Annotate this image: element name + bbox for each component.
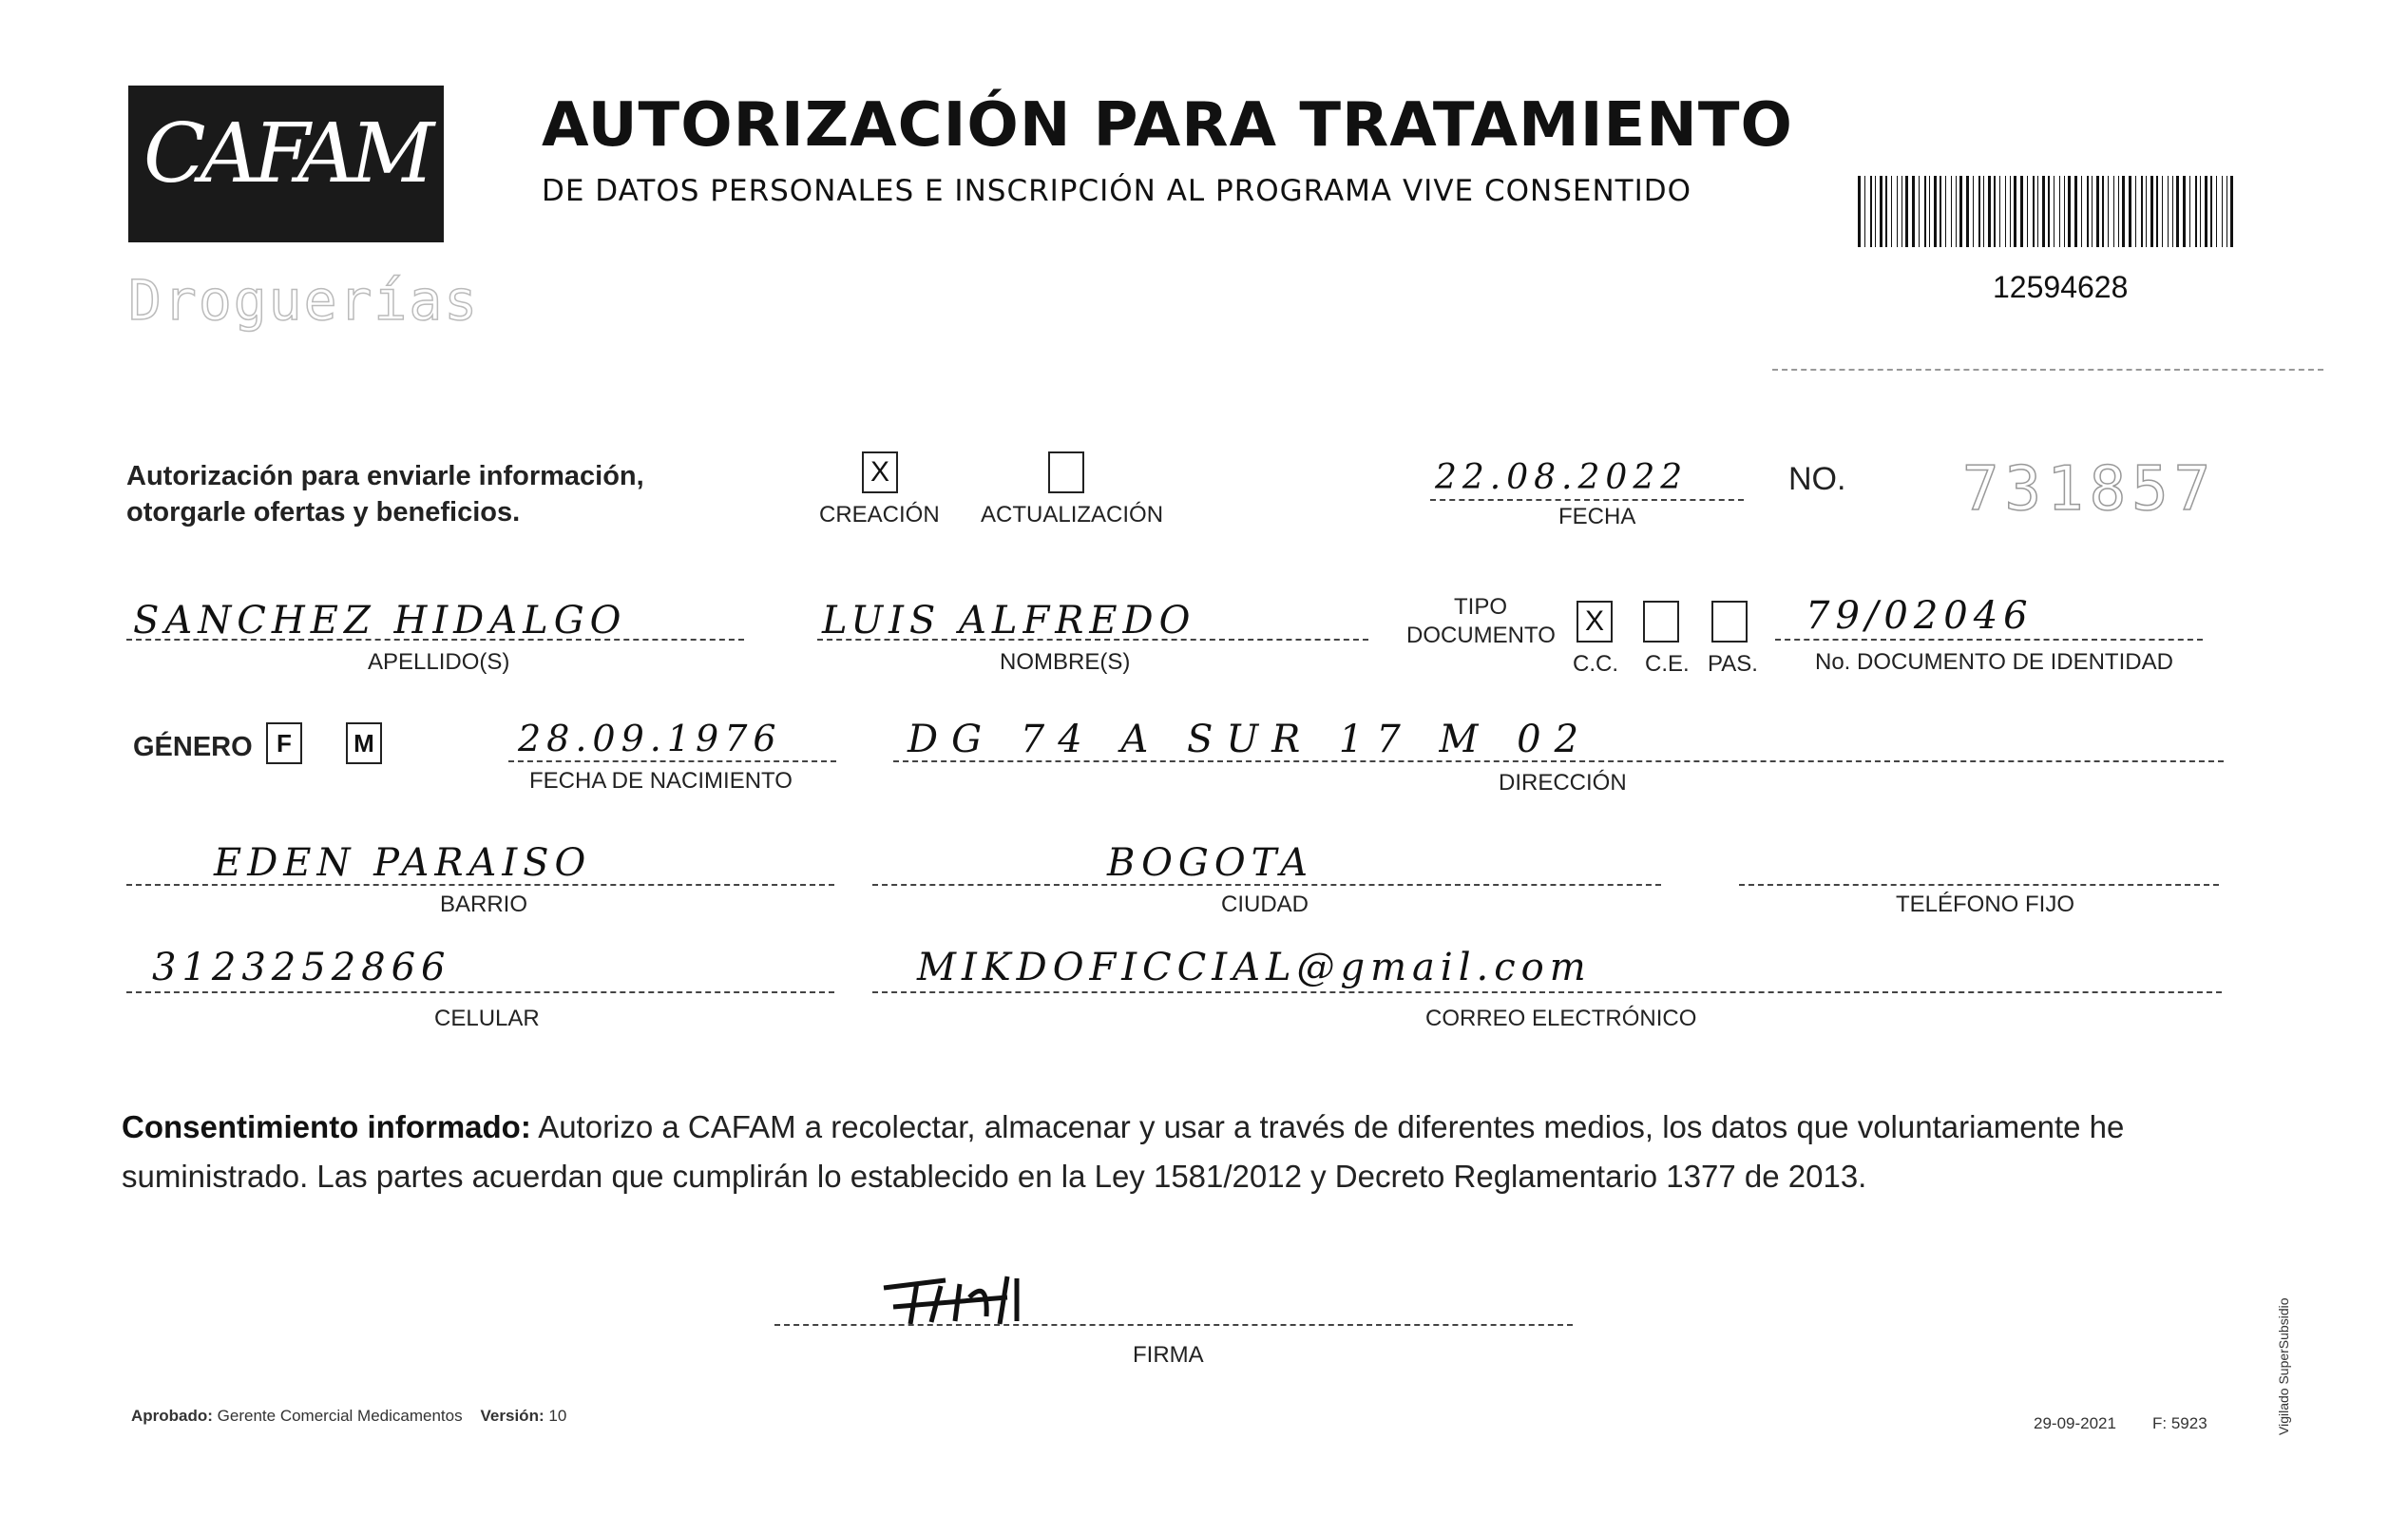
- document-number-line: [1775, 639, 2203, 641]
- address-line: [893, 760, 2224, 762]
- barrio-line: [126, 884, 834, 886]
- address-label: DIRECCIÓN: [1499, 770, 1627, 796]
- creation-label: CREACIÓN: [819, 502, 940, 528]
- email-value: MIKDOFICCIAL@gmail.com: [917, 946, 1592, 989]
- m-checkbox[interactable]: [346, 722, 382, 764]
- pas-label: PAS.: [1708, 651, 1758, 677]
- birth-date-label: FECHA DE NACIMIENTO: [529, 768, 793, 794]
- barcode-number: 12594628: [1993, 270, 2129, 304]
- celular-value: 3123252866: [152, 946, 451, 989]
- cafam-logo: CAFAM: [143, 106, 430, 201]
- barcode-icon: [1858, 176, 2233, 247]
- nombres-line: [817, 639, 1368, 641]
- creation-check-mark: X: [870, 456, 889, 488]
- no-label: NO.: [1788, 461, 1846, 497]
- consent-heading: Consentimiento informado:: [122, 1109, 531, 1144]
- signature-line: [774, 1324, 1573, 1326]
- email-line: [872, 991, 2222, 993]
- update-label: ACTUALIZACIÓN: [981, 502, 1164, 528]
- address-value: DG 74 A SUR 17 M 02: [908, 718, 1593, 761]
- f-checkbox[interactable]: [266, 722, 302, 764]
- footer-code: F: 5923: [2152, 1414, 2207, 1432]
- barrio-label: BARRIO: [440, 892, 528, 917]
- ce-label: C.E.: [1645, 651, 1690, 677]
- f-label: F: [277, 729, 292, 758]
- document-title: AUTORIZACIÓN PARA TRATAMIENTO: [542, 90, 1793, 161]
- telefono-label: TELÉFONO FIJO: [1896, 892, 2075, 917]
- approved-value: Gerente Comercial Medicamentos: [217, 1407, 463, 1425]
- header-divider: [1772, 369, 2323, 371]
- ce-checkbox[interactable]: [1643, 601, 1679, 643]
- apellidos-label: APELLIDO(S): [368, 649, 510, 675]
- apellidos-value: SANCHEZ HIDALGO: [133, 599, 627, 643]
- birth-date-line: [508, 760, 836, 762]
- telefono-line: [1739, 884, 2219, 886]
- apellidos-line: [126, 639, 744, 641]
- document-number-value: 79/02046: [1806, 594, 2034, 638]
- ciudad-line: [872, 884, 1661, 886]
- cc-checkbox[interactable]: [1577, 601, 1613, 643]
- signature-label: FIRMA: [1133, 1342, 1204, 1368]
- celular-line: [126, 991, 834, 993]
- version-label: Versión:: [480, 1407, 545, 1425]
- approved-label: Aprobado:: [131, 1407, 213, 1425]
- m-label: M: [354, 729, 374, 758]
- footer-date: 29-09-2021: [2034, 1414, 2116, 1432]
- nombres-value: LUIS ALFREDO: [822, 599, 1196, 643]
- date-value: 22.08.2022: [1435, 458, 1689, 497]
- supersubsidio-mark: Vigilado SuperSubsidio: [2276, 1297, 2291, 1435]
- update-checkbox[interactable]: [1048, 451, 1084, 493]
- ciudad-label: CIUDAD: [1221, 892, 1309, 917]
- date-label: FECHA: [1558, 504, 1636, 529]
- email-label: CORREO ELECTRÓNICO: [1425, 1006, 1697, 1031]
- barrio-value: EDEN PARAISO: [214, 841, 592, 885]
- document-number-label: No. DOCUMENTO DE IDENTIDAD: [1815, 649, 2173, 675]
- tipo-label: TIPO: [1454, 594, 1508, 620]
- ciudad-value: BOGOTA: [1107, 841, 1314, 885]
- footer-approved: [131, 1407, 566, 1426]
- version-value: 10: [548, 1407, 567, 1425]
- celular-label: CELULAR: [434, 1006, 540, 1031]
- documento-label: DOCUMENTO: [1406, 623, 1556, 648]
- nombres-label: NOMBRE(S): [1000, 649, 1131, 675]
- form-number: 731857: [1962, 454, 2217, 525]
- consent-body: Autorizo a CAFAM a recolectar, almacenar y usar a través de diferentes medios, los datos que voluntariamente he suministrado. Las partes acuerdan que cumplirán lo establecido en la Ley 1581/2012 y Decreto Reglamentario 1377 de 2013.: [122, 1109, 2125, 1194]
- cc-label: C.C.: [1573, 651, 1618, 677]
- droguerias-logo: Droguerías: [128, 268, 480, 333]
- genero-label: GÉNERO: [133, 732, 253, 762]
- birth-date-value: 28.09.1976: [518, 718, 782, 759]
- authorization-text-line1: Autorización para enviarle información,: [126, 461, 644, 491]
- cc-check-mark: X: [1584, 605, 1604, 637]
- creation-checkbox[interactable]: [862, 451, 898, 493]
- date-line: [1430, 499, 1744, 501]
- consent-paragraph: [122, 1103, 2288, 1201]
- pas-checkbox[interactable]: [1711, 601, 1748, 643]
- authorization-text-line2: otorgarle ofertas y beneficios.: [126, 497, 521, 528]
- document-subtitle: DE DATOS PERSONALES E INSCRIPCIÓN AL PROGRAMA VIVE CONSENTIDO: [542, 174, 1692, 208]
